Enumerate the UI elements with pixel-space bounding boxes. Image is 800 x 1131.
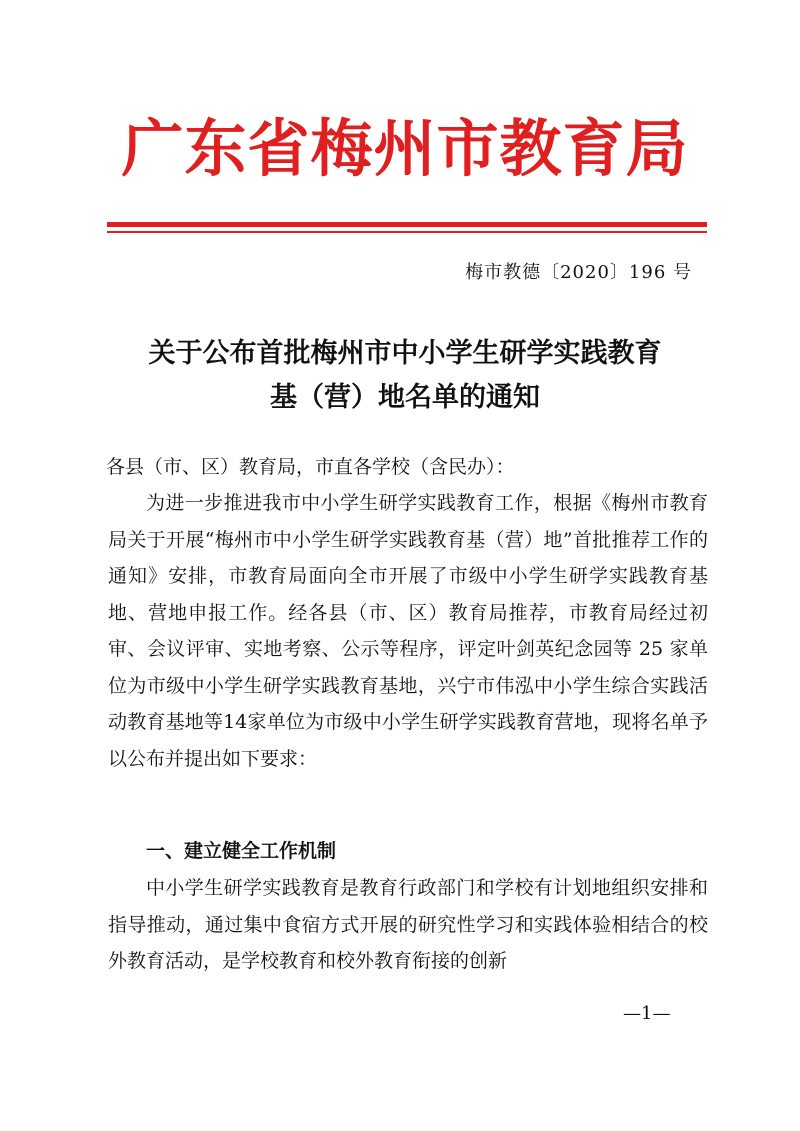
document-number: 梅市教德〔2020〕196 号 bbox=[465, 262, 692, 283]
masthead-rule-thick bbox=[107, 222, 707, 227]
document-title bbox=[100, 332, 710, 420]
issuer-masthead: 广东省梅州市教育局 bbox=[121, 112, 689, 185]
title-line-1: 关于公布首批梅州市中小学生研学实践教育 bbox=[148, 338, 662, 369]
page-number: —1— bbox=[623, 1003, 671, 1024]
body-paragraph-2: 中小学生研学实践教育是教育行政部门和学校有计划地组织安排和指导推动，通过集中食宿方式开展的研究性学习和实践体验相结合的校外教育活动，是学校教育和校外教育衔接的创新 bbox=[108, 877, 708, 972]
salutation: 各县（市、区）教育局，市直各学校（含民办）： bbox=[106, 456, 515, 478]
section-heading-1: 一、建立健全工作机制 bbox=[146, 840, 337, 862]
title-line-2: 基（营）地名单的通知 bbox=[270, 382, 540, 413]
body-paragraph-1: 为进一步推进我市中小学生研学实践教育工作，根据《梅州市教育局关于开展“梅州市中小学生研学实践教育基（营）地”首批推荐工作的通知》安排，市教育局面向全市开展了市级中小学生研学实践教育基地、营地申报工作。经各县（市、区）教育局推荐，市教育局经过初审、会议评审、实地考察、公示等程序，评定叶剑英纪念园等 25 家单位为市级中小学生研学实践教育基地，兴宁市伟泓中小学生综合实践活动教育基地等14家单位为市级中小学生研学实践教育营地，现将名单予以公布并提出如下要求： bbox=[108, 492, 708, 770]
masthead-rule-thin bbox=[107, 231, 707, 233]
